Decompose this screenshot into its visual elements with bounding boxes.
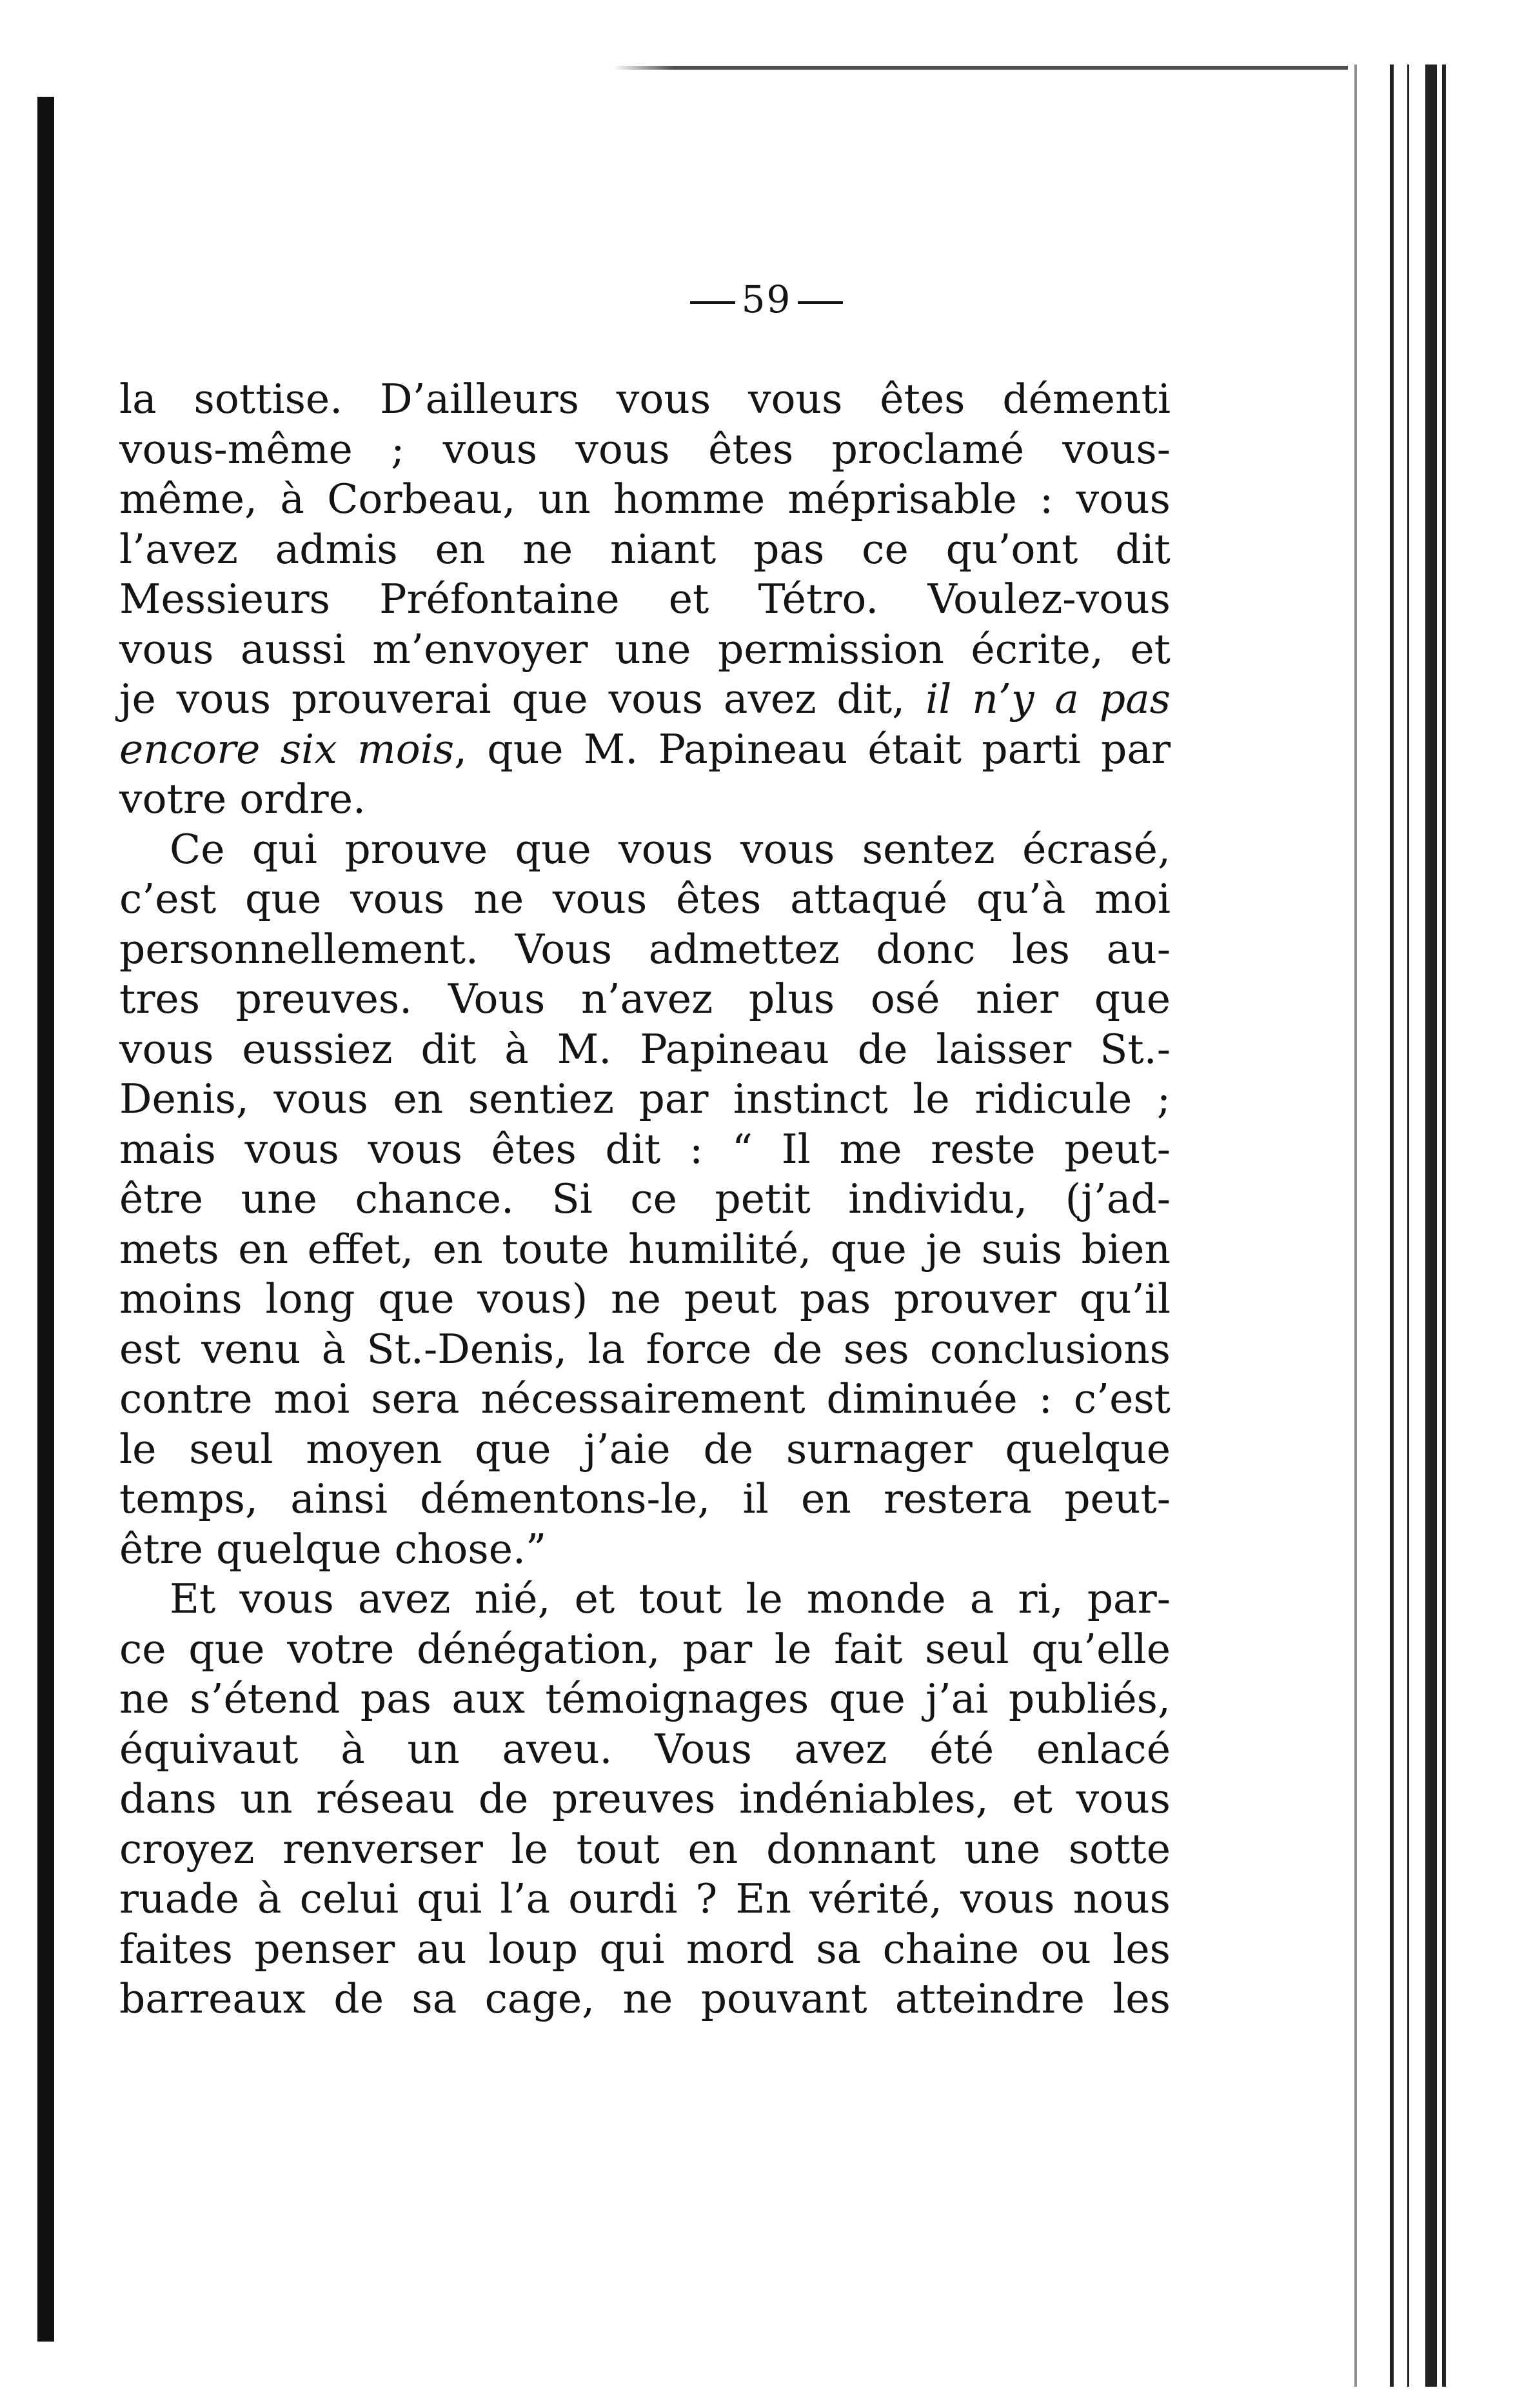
page-edge-line bbox=[1407, 65, 1409, 2387]
text-line: je vous prouverai que vous avez dit, il n’y a pas bbox=[119, 675, 1171, 722]
folio-dash-left bbox=[690, 301, 735, 304]
text-line: encore six mois, que M. Papineau était parti par bbox=[119, 725, 1171, 773]
text-line: vous eussiez dit à M. Papineau de laisser St.- bbox=[119, 1025, 1171, 1073]
top-rule bbox=[123, 66, 1348, 70]
text-line: dans un réseau de preuves indéniables, et vous bbox=[119, 1775, 1171, 1822]
text-line: temps, ainsi démentons-le, il en restera peut- bbox=[119, 1475, 1171, 1522]
text-line: ce que votre dénégation, par le fait seul qu’elle bbox=[119, 1625, 1171, 1673]
text-line: est venu à St.-Denis, la force de ses conclusions bbox=[119, 1325, 1171, 1373]
page-edge-line bbox=[1442, 65, 1446, 2387]
text-line: contre moi sera nécessairement diminuée : c’est bbox=[119, 1375, 1171, 1422]
text-line: le seul moyen que j’aie de surnager quelque bbox=[119, 1425, 1171, 1473]
folio-dash-right bbox=[798, 301, 843, 304]
text-line: croyez renverser le tout en donnant une sotte bbox=[119, 1825, 1171, 1873]
page-number-header bbox=[0, 277, 1533, 321]
text-line: votre ordre. bbox=[119, 775, 366, 822]
text-line: Ce qui prouve que vous vous sentez écrasé, bbox=[170, 825, 1171, 873]
page-edge-line bbox=[1354, 65, 1357, 2387]
text-line: Denis, vous en sentiez par instinct le ridicule ; bbox=[119, 1075, 1171, 1122]
text-line: la sottise. D’ailleurs vous vous êtes démenti bbox=[119, 375, 1171, 423]
italic-phrase: encore six mois bbox=[119, 725, 455, 773]
text-line: l’avez admis en ne niant pas ce qu’ont dit bbox=[119, 525, 1171, 573]
text-line: faites penser au loup qui mord sa chaine ou les bbox=[119, 1925, 1171, 1973]
text-line: être une chance. Si ce petit individu, (j’ad- bbox=[119, 1175, 1171, 1222]
text-line: même, à Corbeau, un homme méprisable : vous bbox=[119, 475, 1171, 522]
text-line: tres preuves. Vous n’avez plus osé nier que bbox=[119, 975, 1171, 1022]
page-edge-line bbox=[1425, 65, 1437, 2387]
text-line: moins long que vous) ne peut pas prouver qu’il bbox=[119, 1275, 1171, 1322]
text-line: être quelque chose.” bbox=[119, 1525, 547, 1573]
text-line: Messieurs Préfontaine et Tétro. Voulez-vous bbox=[119, 575, 1171, 622]
text-line: ruade à celui qui l’a ourdi ? En vérité, vous nous bbox=[119, 1875, 1171, 1922]
page-number: 59 bbox=[741, 277, 792, 321]
text-line: Et vous avez nié, et tout le monde a ri, par- bbox=[170, 1575, 1171, 1622]
text-line: vous-même ; vous vous êtes proclamé vous- bbox=[119, 425, 1171, 473]
text-line: c’est que vous ne vous êtes attaqué qu’à moi bbox=[119, 875, 1171, 922]
page-binding-edge bbox=[37, 97, 54, 2342]
text-line: personnellement. Vous admettez donc les au- bbox=[119, 925, 1171, 973]
text-line: vous aussi m’envoyer une permission écrite, et bbox=[119, 625, 1171, 673]
text-line: mets en effet, en toute humilité, que je suis bien bbox=[119, 1225, 1171, 1273]
body-text bbox=[119, 374, 1171, 2024]
text-line: mais vous vous êtes dit : “ Il me reste peut- bbox=[119, 1125, 1171, 1173]
text-line: équivaut à un aveu. Vous avez été enlacé bbox=[119, 1725, 1171, 1773]
italic-phrase: il n’y a pas bbox=[925, 675, 1171, 722]
page-edge-line bbox=[1390, 65, 1394, 2387]
text-line: barreaux de sa cage, ne pouvant atteindre les bbox=[119, 1975, 1171, 2022]
text-line: ne s’étend pas aux témoignages que j’ai publiés, bbox=[119, 1675, 1171, 1722]
